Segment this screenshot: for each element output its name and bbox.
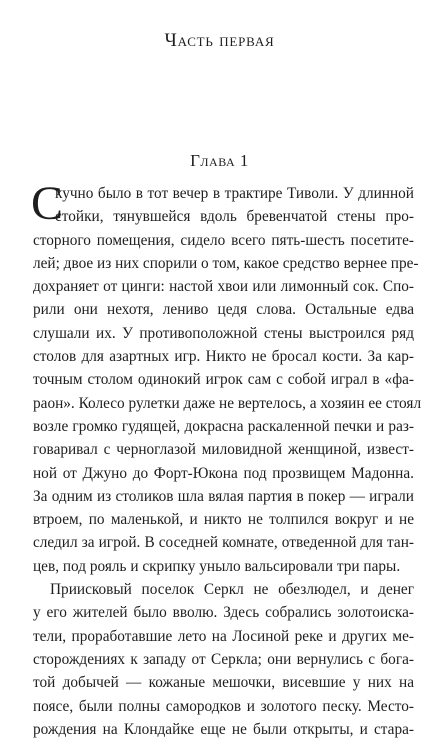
text-line: столов для азартных игр. Никто не бросал кости. За кар- <box>33 348 414 366</box>
text-line: той добычей — кожаные мешочки, висевшие у них на <box>33 674 414 692</box>
text-line: точным столом одинокий игрок сам с собой играл в «фа- <box>33 371 414 389</box>
text-line: у его жителей было вволю. Здесь собрались золотоиска- <box>33 604 414 622</box>
text-line: поясе, были полны самородков и золотого песку. Место- <box>33 697 414 715</box>
text-line: сторного помещения, сидело всего пять-шесть посетите- <box>33 231 414 249</box>
paragraph-1 <box>31 177 422 578</box>
chapter-title: Глава 1 <box>190 151 249 170</box>
text-line: цев, под рояль и скрипку уныло вальсировали три пары. <box>33 557 401 575</box>
text-line: слушали их. У противоположной стены выстроился ряд <box>33 324 414 342</box>
text-line: следил за игрой. В соседней комнате, отведенной для тан- <box>33 534 414 552</box>
drop-cap: С <box>31 177 64 230</box>
text-line: рождения на Клондайке еще не были открыты, и стара- <box>33 720 414 738</box>
text-line: рили они нехотя, лениво цедя слова. Остальные едва <box>33 301 414 319</box>
paragraph-2 <box>33 578 414 741</box>
text-line: раон». Колесо рулетки даже не вертелось, а хозяин ее стоял <box>33 394 422 412</box>
text-line: сторождениях к западу от Серкла; они вернулись с бога- <box>33 650 414 668</box>
part-title: Часть первая <box>164 30 275 51</box>
text-line: дохраняет от цинги: настой хвои или лимонный сок. Спо- <box>33 278 414 296</box>
text-line: тели, проработавшие лето на Лосиной реке и других ме- <box>33 627 414 645</box>
text-line: За одним из столиков шла вялая партия в покер — играли <box>33 487 414 505</box>
text-line: возле громко гудящей, докрасна раскаленной печки и раз- <box>33 417 414 435</box>
text-line: втроем, по маленькой, и никто не толпился вокруг и не <box>33 511 414 529</box>
chapter-body <box>31 177 422 741</box>
text-line: кучно было в тот вечер в трактире Тиволи. У длинной <box>55 185 414 202</box>
text-line: ной от Джуно до Форт-Юкона под прозвищем Мадонна. <box>33 464 414 482</box>
text-line: Приисковый поселок Серкл не обезлюдел, и денег <box>50 581 414 599</box>
text-line: лей; двое из них спорили о том, какое средство вернее пре- <box>33 254 419 272</box>
text-line: говаривал с черноглазой миловидной женщиной, извест- <box>33 441 414 459</box>
text-line: стойки, тянувшейся вдоль бревенчатой стены про- <box>55 208 414 226</box>
